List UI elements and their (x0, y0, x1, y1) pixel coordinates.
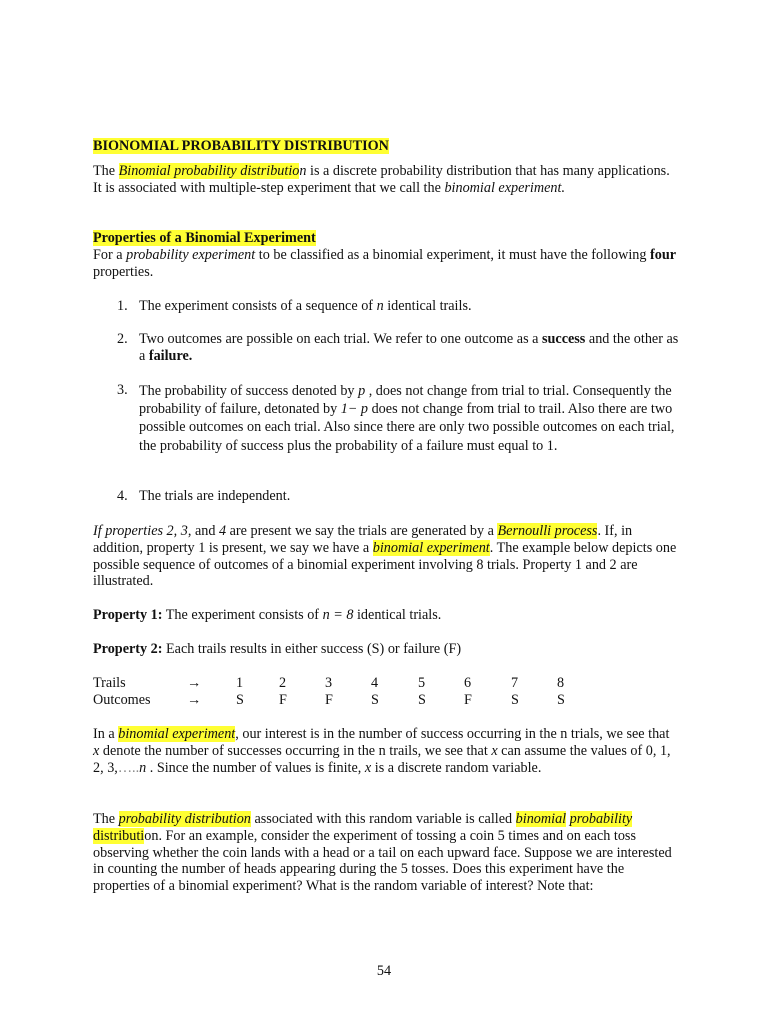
text: , our interest is in the number of success occurring in the n trials, we see that (235, 726, 670, 742)
math-expr: 1− p (340, 401, 369, 418)
text: on. For an example, consider the experiment of tossing a coin 5 times and on each toss observing whether the coin lands with a head or a tail on each upward face. Suppose we are interested in counting the number of heads appearing during the 5 tosses. Does this experiment have the properties of a binomial experiment? What is the random variable of interest? Note that: (93, 827, 672, 895)
text: The experiment consists of a sequence of (139, 298, 377, 314)
arrow: → (187, 675, 202, 691)
interest-paragraph (93, 726, 678, 776)
list-number: 1. (117, 298, 128, 314)
section-heading (93, 138, 678, 155)
text: In a (93, 726, 119, 742)
math-expr: n = 8 (322, 607, 354, 623)
highlighted-term: Bernoulli process (497, 523, 598, 539)
property-1-line (93, 607, 678, 624)
arrow: → (187, 692, 202, 708)
text: and the other as a (139, 331, 679, 364)
trial-cell: 7 (511, 675, 519, 691)
property-label: Property 2: (93, 641, 163, 657)
ellipsis: ….. (117, 759, 140, 776)
math-var: p (358, 383, 366, 399)
text: Each trails results in either success (S) or failure (F) (162, 641, 462, 657)
bold-term: failure. (148, 347, 193, 364)
term-tail: n (299, 163, 307, 179)
text: can assume the values of 0, 1, 2, 3, (93, 742, 671, 776)
trial-cell: 6 (464, 675, 472, 691)
list-text (139, 488, 679, 506)
trial-cell: 2 (279, 675, 287, 691)
math-var: n (376, 298, 384, 314)
math-var: x (491, 742, 498, 759)
highlighted-term: binomial experiment (372, 539, 490, 556)
page-number: 54 (376, 963, 392, 979)
text: The experiment consists of (162, 607, 323, 623)
outcome-cell: S (557, 692, 565, 708)
list-number: 4. (117, 488, 128, 504)
lead-text: For a (93, 247, 127, 263)
trials-row (93, 675, 693, 693)
highlighted-term: binomial experiment (118, 726, 236, 742)
bernoulli-paragraph (93, 523, 678, 590)
list-number: 3. (117, 382, 128, 398)
text: denote the number of successes occurring in the n trails, we see that (99, 742, 492, 759)
properties-lead (93, 247, 678, 281)
trial-cell: 5 (418, 675, 426, 691)
text: does not change from trial to trail. Also there are two possible outcomes on each trial. Also since there are only two possible outcomes on each trial, the probability of success plus the probability of a failure must equal to 1. (139, 401, 675, 454)
text: are present we say the trials are generated by a (226, 523, 498, 539)
text: , and (187, 523, 219, 539)
text: identical trials. (353, 607, 442, 623)
intro-paragraph (93, 163, 678, 197)
properties-heading (93, 230, 678, 247)
trial-cell: 1 (236, 675, 244, 691)
outcome-cell: F (464, 692, 472, 708)
highlighted-term: binomial (515, 811, 567, 827)
bold-term: four (650, 247, 677, 263)
text: The trials are independent. (139, 488, 291, 504)
lead-text: properties. (93, 263, 154, 280)
list-text (139, 298, 679, 316)
text: The probability of success denoted by (139, 383, 359, 399)
intro-text: is a discrete probability distribution that has many applications. It is associated with multiple-step experiment that we call the (93, 163, 670, 196)
italic-text: 4 (218, 523, 227, 539)
text: . If, in addition, property 1 is present, we say we have a (93, 523, 633, 556)
text: Two outcomes are possible on each trial. We refer to one outcome as a (139, 331, 542, 347)
highlighted-term: Binomial probability distributio (118, 163, 300, 179)
text: . Since the number of values is finite, (146, 759, 365, 776)
trial-cell: 4 (371, 675, 379, 691)
italic-term: probability experiment (126, 247, 256, 263)
math-var: n (139, 759, 147, 776)
lead-text: to be classified as a binomial experiment, it must have the following (255, 247, 651, 263)
outcome-cell: F (325, 692, 333, 708)
text: identical trails. (383, 298, 472, 314)
row-label: Outcomes (93, 692, 151, 708)
text: . The example below depicts one possible sequence of outcomes of a binomial experiment involving 8 trials. Property 1 and 2 are illustrated. (93, 539, 677, 590)
math-var: x (364, 759, 372, 776)
outcome-cell: S (236, 692, 244, 708)
property-2-line (93, 641, 678, 658)
text: is a discrete random variable. (371, 759, 542, 776)
italic-term: binomial experiment. (444, 179, 566, 196)
property-label: Property 1: (93, 607, 163, 623)
italic-text: If properties 2, 3 (93, 523, 188, 539)
list-number: 2. (117, 331, 128, 347)
list-text (139, 331, 679, 365)
intro-text: The (93, 163, 119, 179)
text: The (93, 811, 119, 827)
properties-heading-text: Properties of a Binomial Experiment (93, 230, 316, 246)
outcome-cell: S (371, 692, 379, 708)
row-label: Trails (93, 675, 126, 691)
outcomes-row (93, 692, 693, 710)
section-heading-text: BIONOMIAL PROBABILITY DISTRIBUTION (93, 138, 389, 154)
outcome-cell: S (418, 692, 426, 708)
outcome-cell: S (511, 692, 519, 708)
final-paragraph (93, 811, 678, 895)
bold-term: success (541, 331, 586, 347)
trial-cell: 8 (557, 675, 565, 691)
highlighted-term: probability distribution (118, 811, 251, 827)
outcome-cell: F (279, 692, 287, 708)
highlighted-term: probability (569, 811, 633, 827)
highlighted-term: distributi (93, 827, 145, 844)
math-var: x (93, 742, 100, 759)
text: associated with this random variable is called (250, 811, 516, 827)
trial-cell: 3 (325, 675, 333, 691)
list-text (139, 382, 679, 455)
text: , does not change from trial to trial. Consequently the probability of failure, detonated by (139, 383, 672, 418)
